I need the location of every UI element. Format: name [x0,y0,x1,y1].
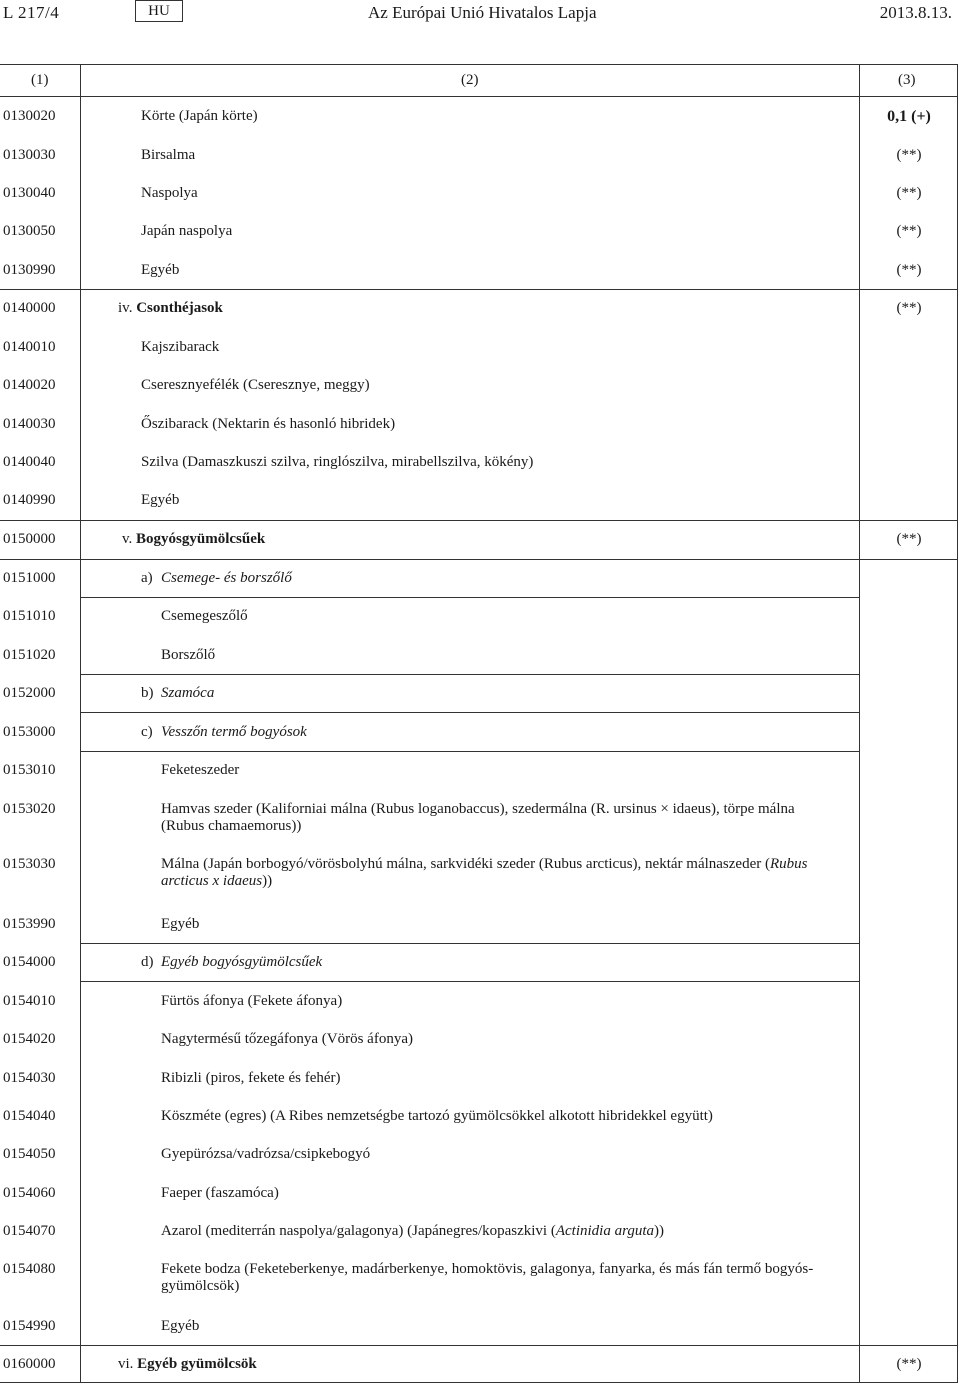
row-label [161,856,851,890]
subcategory-title: Csemege- és borszőlő [161,570,292,586]
row-label: Gyepürózsa/vadrózsa/csipkebogyó [161,1146,371,1162]
row-code: 0154030 [3,1070,56,1086]
row-label: Borszőlő [161,647,216,663]
row-code: 0160000 [3,1356,56,1372]
group-border [80,674,860,675]
row-prefix: d) [141,954,154,970]
row-label-line2: gyümölcsök) [161,1278,240,1294]
row-label-line1: Málna (Japán borbogyó/vörösbolyhú málna, sarkvidéki szeder (Rubus arcticus), nektár málnaszeder ( [161,856,770,872]
row-code: 0154060 [3,1185,56,1201]
group-border [0,559,958,560]
row-label [161,801,851,835]
row-code: 0153990 [3,916,56,932]
row-code: 0130990 [3,262,56,278]
row-value: (**) [896,223,922,239]
row-label-italic: Rubus [769,856,808,872]
row-value: 0,1 (+) [887,108,931,125]
row-label: Őszibarack (Nektarin és hasonló hibridek) [141,416,396,432]
row-label [141,685,214,702]
row-code: 0153030 [3,856,56,872]
row-label [118,300,223,317]
row-prefix: b) [141,685,154,701]
category-title: Egyéb gyümölcsök [137,1356,257,1372]
row-value: (**) [896,1356,922,1372]
row-code: 0151000 [3,570,56,586]
row-value: (**) [896,300,922,316]
row-code: 0154000 [3,954,56,970]
row-code: 0130050 [3,223,56,239]
row-label-tail: )) [654,1223,665,1239]
row-label: Feketeszeder [161,762,240,778]
journal-title: Az Európai Unió Hivatalos Lapja [368,3,597,22]
row-code: 0140000 [3,300,56,316]
row-value: (**) [896,185,922,201]
row-code: 0140990 [3,492,56,508]
row-label-italic: Actinidia arguta [555,1223,655,1239]
row-prefix: iv. [118,300,133,316]
row-label-line2: (Rubus chamaemorus)) [161,818,302,834]
col-divider-1 [80,64,81,1382]
subcategory-title: Szamóca [161,685,215,701]
row-label [141,570,292,587]
row-label [141,954,322,971]
row-code: 0154990 [3,1318,56,1334]
row-code: 0140020 [3,377,56,393]
row-prefix: c) [141,724,153,740]
row-label: Körte (Japán körte) [141,108,258,124]
row-label-line2: )) [262,873,273,889]
row-code: 0151010 [3,608,56,624]
row-label: Csemegeszőlő [161,608,248,624]
row-code: 0151020 [3,647,56,663]
row-code: 0130040 [3,185,56,201]
row-prefix: vi. [118,1356,134,1372]
row-code: 0130030 [3,147,56,163]
row-label-line1: Fekete bodza (Feketeberkenye, madárberkenye, homoktövis, galagonya, fanyarka, és más fán termő bogyós- [161,1261,814,1277]
group-border [80,943,860,944]
group-border [80,981,860,982]
row-label [122,531,265,548]
row-label-main: Azarol (mediterrán naspolya/galagonya) (Japánegres/kopaszkivi ( [161,1223,556,1239]
row-code: 0154020 [3,1031,56,1047]
category-title: Bogyósgyümölcsűek [136,531,266,547]
row-label: Nagytermésű tőzegáfonya (Vörös áfonya) [161,1031,413,1047]
row-label: Egyéb [161,1318,200,1334]
publication-date: 2013.8.13. [879,3,952,22]
table-bottom-border [0,1382,958,1383]
row-code: 0154040 [3,1108,56,1124]
row-label-line2-italic: arcticus x idaeus [161,873,263,889]
row-code: 0154050 [3,1146,56,1162]
row-label [161,1261,851,1295]
header-row-border [0,96,958,97]
group-border [80,751,860,752]
row-code: 0153000 [3,724,56,740]
row-label: Japán naspolya [141,223,233,239]
row-label: Faeper (faszamóca) [161,1185,279,1201]
row-code: 0140030 [3,416,56,432]
column-header-2: (2) [461,72,479,88]
row-label: Birsalma [141,147,196,163]
row-label [118,1356,257,1373]
row-value: (**) [896,147,922,163]
row-label: Naspolya [141,185,198,201]
page-reference: L 217/4 [3,3,60,22]
row-code: 0152000 [3,685,56,701]
row-label: Ribizli (piros, fekete és fehér) [161,1070,341,1086]
row-code: 0154010 [3,993,56,1009]
row-label-line1: Hamvas szeder (Kaliforniai málna (Rubus loganobaccus), szedermálna (R. ursinus × idaeus), törpe málna [161,801,795,817]
row-label [141,724,307,741]
column-header-1: (1) [31,72,49,88]
row-label: Szilva (Damaszkuszi szilva, ringlószilva, mirabellszilva, kökény) [141,454,534,470]
row-code: 0150000 [3,531,56,547]
group-border [80,597,860,598]
row-label: Fürtös áfonya (Fekete áfonya) [161,993,343,1009]
page-header [0,0,960,28]
subcategory-title: Vesszőn termő bogyósok [161,724,307,740]
row-code: 0153010 [3,762,56,778]
row-code: 0154080 [3,1261,56,1277]
row-code: 0130020 [3,108,56,124]
column-header-3: (3) [898,72,916,88]
row-label: Cseresznyefélék (Cseresznye, meggy) [141,377,370,393]
row-prefix: a) [141,570,153,586]
row-code: 0140040 [3,454,56,470]
country-code-box: HU [135,0,183,22]
row-label: Köszméte (egres) (A Ribes nemzetségbe tartozó gyümölcsökkel alkotott hibridekkel együtt) [161,1108,713,1124]
row-label: Egyéb [141,492,180,508]
subcategory-title: Egyéb bogyósgyümölcsűek [161,954,323,970]
group-border [0,1345,958,1346]
row-code: 0154070 [3,1223,56,1239]
row-label [161,1223,664,1240]
group-border [0,520,958,521]
row-label: Kajszibarack [141,339,220,355]
row-code: 0153020 [3,801,56,817]
group-border [80,712,860,713]
row-value: (**) [896,262,922,278]
row-code: 0140010 [3,339,56,355]
table-top-border [0,64,958,65]
row-prefix: v. [122,531,133,547]
row-label: Egyéb [141,262,180,278]
category-title: Csonthéjasok [136,300,223,316]
row-label: Egyéb [161,916,200,932]
group-border [0,289,958,290]
row-value: (**) [896,531,922,547]
